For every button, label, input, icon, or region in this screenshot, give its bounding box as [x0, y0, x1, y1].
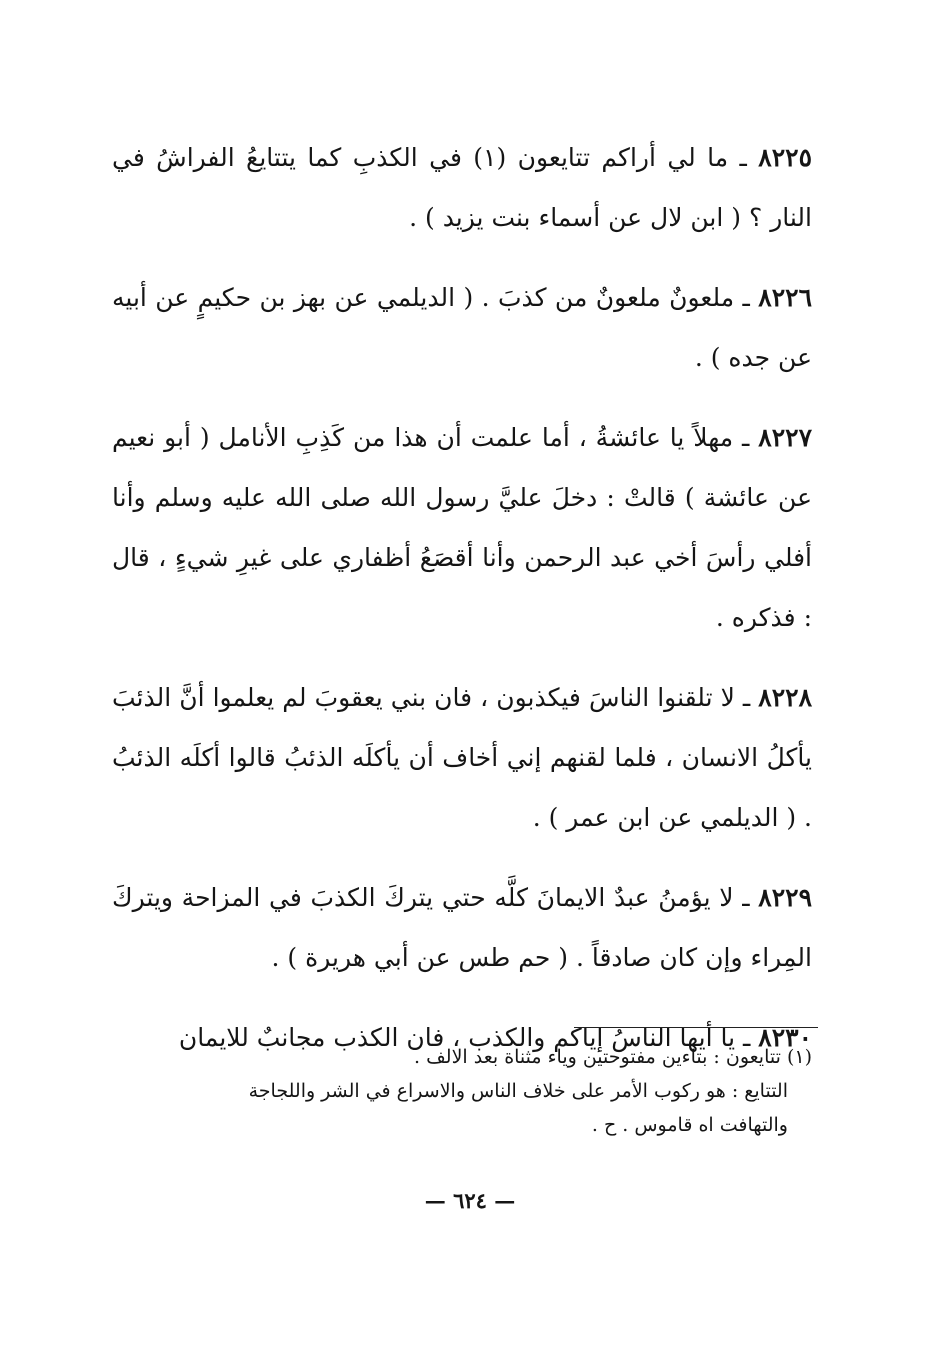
- footnote-divider: [574, 1027, 818, 1028]
- hadith-list: [112, 128, 812, 1088]
- hadith-text: ـ يا أيها الناسُ إياكم والكذب ، فان الكذب مجانبٌ للايمان: [178, 1023, 751, 1052]
- hadith-entry: [112, 268, 812, 388]
- footnotes: [112, 1040, 812, 1142]
- hadith-number: ٨٢٣٠: [758, 1023, 812, 1052]
- hadith-entry: [112, 868, 812, 988]
- hadith-text: ـ لا يؤمنُ عبدٌ الايمانَ كلَّه حتي يتركَ الكذبَ في المزاحة ويتركَ المِراء وإن كان صادقاً . ( حم طس عن أبي هريرة ) .: [112, 883, 812, 972]
- hadith-number: ٨٢٢٦: [758, 283, 812, 312]
- page-number: — ٦٢٤ —: [424, 1188, 516, 1213]
- hadith-text: ـ مهلاً يا عائشةُ ، أما علمت أن هذا من كَذِبِ الأنامل ( أبو نعيم عن عائشة ) قالتْ : دخلَ عليَّ رسول الله صلى الله عليه وسلم وأنا أفلي رأسَ أخي عبد الرحمن وأنا أقصَعُ أظفاري على غيرِ شيءٍ ، قال : فذكره .: [112, 423, 812, 632]
- hadith-entry: [112, 668, 812, 848]
- footnote-line: التتايع : هو ركوب الأمر على خلاف الناس والاسراع في الشر واللجاجة: [248, 1080, 788, 1102]
- hadith-number: ٨٢٢٧: [758, 423, 812, 452]
- hadith-entry: [112, 128, 812, 248]
- footnote-line: (١) تتايعون : بتاءين مفتوحتين وياء مثناة بعد الالف .: [414, 1046, 812, 1068]
- footnote-line: والتهافت اه قاموس . ح .: [591, 1114, 788, 1136]
- hadith-text: ـ ملعونٌ ملعونٌ من كذبَ . ( الديلمي عن بهز بن حكيمٍ عن أبيه عن جده ) .: [112, 283, 812, 372]
- hadith-text: ـ ما لي أراكم تتايعون (١) في الكذبِ كما يتتايعُ الفراشُ في النار ؟ ( ابن لال عن أسماء بنت يزيد ) .: [112, 143, 812, 232]
- hadith-entry: [112, 408, 812, 648]
- hadith-number: ٨٢٢٥: [758, 143, 812, 172]
- hadith-number: ٨٢٢٨: [758, 683, 812, 712]
- hadith-text: ـ لا تلقنوا الناسَ فيكذبون ، فان بني يعقوبَ لم يعلموا أنَّ الذئبَ يأكلُ الانسان ، فلما لقنهم إني أخاف أن يأكلَه الذئبُ قالوا أكلَه الذئبُ . ( الديلمي عن ابن عمر ) .: [112, 683, 812, 832]
- hadith-number: ٨٢٢٩: [758, 883, 813, 912]
